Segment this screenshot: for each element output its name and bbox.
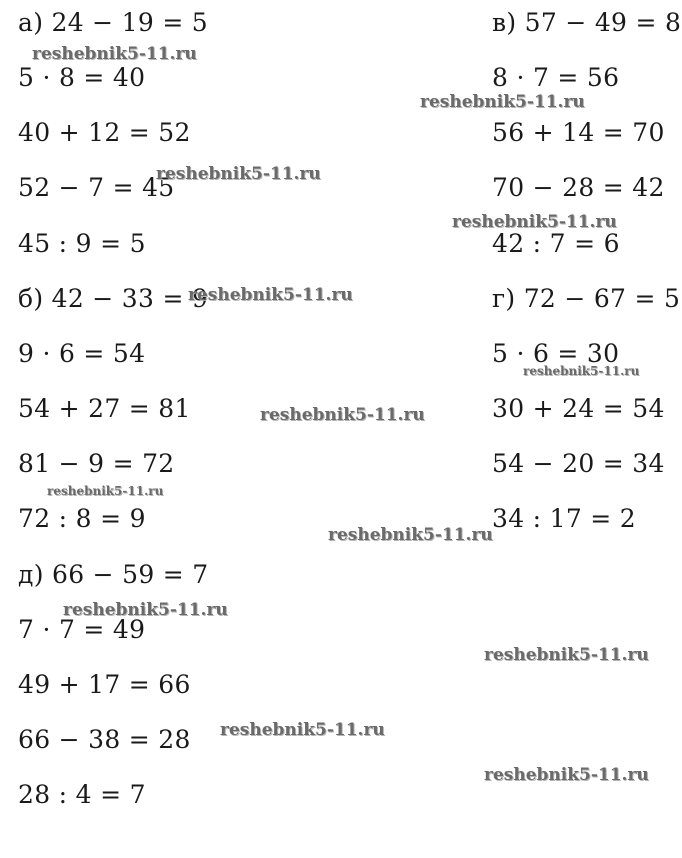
task-b-step-4: 81 − 9 = 72 (18, 449, 175, 478)
watermark: reshebnik5-11.ru (220, 720, 385, 740)
watermark: reshebnik5-11.ru (47, 484, 164, 498)
watermark: reshebnik5-11.ru (484, 645, 649, 665)
watermark: reshebnik5-11.ru (188, 285, 353, 305)
task-d-step-3: 49 + 17 = 66 (18, 670, 191, 699)
task-a-step-2: 5 · 8 = 40 (18, 63, 146, 92)
task-g-step-1: г) 72 − 67 = 5 (492, 284, 681, 313)
watermark: reshebnik5-11.ru (484, 765, 649, 785)
task-a-step-4: 52 − 7 = 45 (18, 173, 175, 202)
watermark: reshebnik5-11.ru (260, 405, 425, 425)
task-g-step-2: 5 · 6 = 30 (492, 339, 620, 368)
task-v-step-1: в) 57 − 49 = 8 (492, 8, 682, 37)
watermark: reshebnik5-11.ru (523, 364, 640, 378)
watermark: reshebnik5-11.ru (156, 164, 321, 184)
task-a-step-5: 45 : 9 = 5 (18, 229, 146, 258)
task-a-step-1: а) 24 − 19 = 5 (18, 8, 209, 37)
task-d-step-2: 7 · 7 = 49 (18, 615, 146, 644)
task-v-step-2: 8 · 7 = 56 (492, 63, 620, 92)
watermark: reshebnik5-11.ru (328, 525, 493, 545)
task-d-step-1: д) 66 − 59 = 7 (18, 560, 209, 589)
watermark: reshebnik5-11.ru (32, 44, 197, 64)
watermark: reshebnik5-11.ru (420, 92, 585, 112)
task-b-step-5: 72 : 8 = 9 (18, 504, 146, 533)
task-v-step-3: 56 + 14 = 70 (492, 118, 665, 147)
watermark: reshebnik5-11.ru (452, 212, 617, 232)
task-g-step-3: 30 + 24 = 54 (492, 394, 665, 423)
task-b-step-2: 9 · 6 = 54 (18, 339, 146, 368)
task-b-step-1: б) 42 − 33 = 9 (18, 284, 209, 313)
task-v-step-4: 70 − 28 = 42 (492, 173, 665, 202)
task-d-step-4: 66 − 38 = 28 (18, 725, 191, 754)
task-v-step-5: 42 : 7 = 6 (492, 229, 620, 258)
watermark: reshebnik5-11.ru (63, 600, 228, 620)
task-g-step-4: 54 − 20 = 34 (492, 449, 665, 478)
task-a-step-3: 40 + 12 = 52 (18, 118, 191, 147)
task-d-step-5: 28 : 4 = 7 (18, 780, 146, 809)
task-g-step-5: 34 : 17 = 2 (492, 504, 636, 533)
task-b-step-3: 54 + 27 = 81 (18, 394, 191, 423)
